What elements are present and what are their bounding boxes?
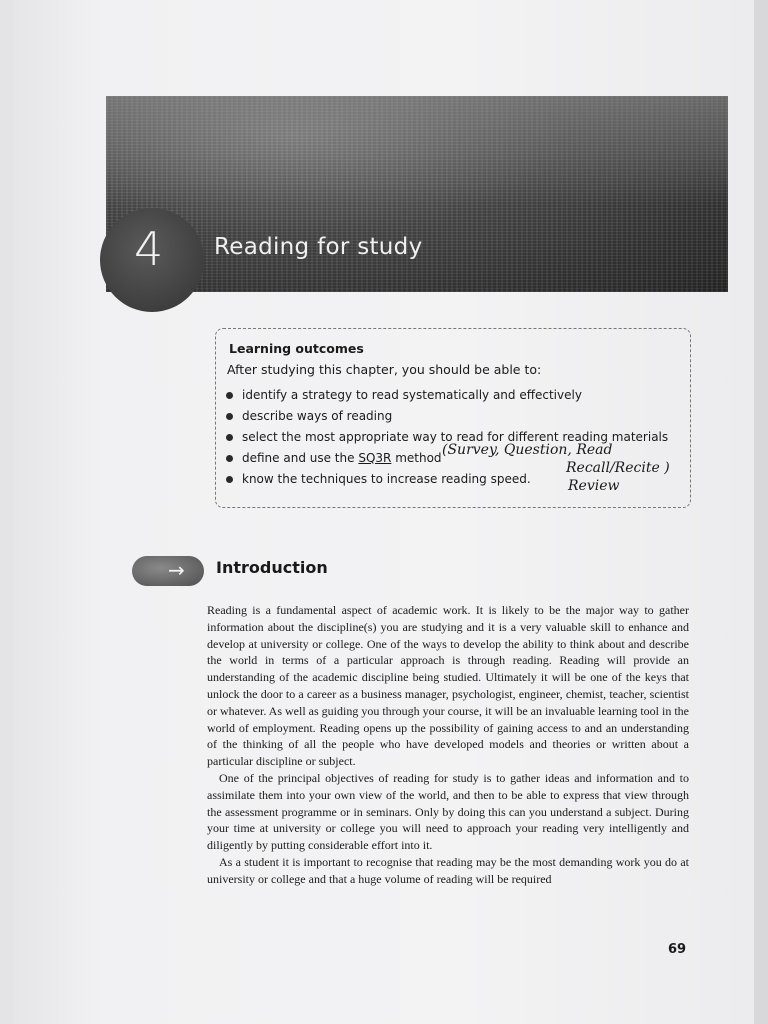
bullet-icon: [226, 455, 233, 462]
handwritten-note-line-1: (Survey, Question, Read: [442, 442, 613, 458]
outcome-underlined-term: SQ3R: [358, 451, 392, 465]
learning-outcomes-box: [215, 328, 691, 508]
handwritten-note-line-2: Recall/Recite ): [566, 460, 670, 476]
bullet-icon: [226, 392, 233, 399]
bullet-icon: [226, 413, 233, 420]
paragraph: One of the principal objectives of reading for study is to gather ideas and information and to assimilate them into your own view of the world, and then to be able to express that view through the assessment programme or in seminars. Only by doing this can you understand a subject. During your time at university or college you will need to approach your reading very intelligently and diligently by putting considerable effort into it.: [207, 770, 689, 853]
handwritten-note-line-3: Review: [568, 478, 620, 494]
chapter-number: 4: [134, 222, 164, 276]
section-heading: Introduction: [216, 558, 328, 577]
page-number: 69: [668, 942, 687, 957]
outcome-text: describe ways of reading: [242, 409, 393, 423]
bullet-icon: [226, 476, 233, 483]
banner-texture: [106, 96, 728, 206]
paragraph: Reading is a fundamental aspect of academic work. It is likely to be the major way to gather information about the discipline(s) you are studying and it is a very valuable skill to enhance and develop at university or college. One of the ways to develop the ability to think about and describe the world in terms of a particular approach is through reading. Reading will provide an understanding of the academic discipline being studied. Ultimately it will be one of the keys that unlock the door to a career as a business manager, psychologist, engineer, chemist, teacher, scientist or whatever. As well as guiding you through your course, it will be an invaluable learning tool in the world of employment. Reading opens up the possibility of gaining access to and an understanding of the thinking of all the people who have developed models and theories or written about a particular discipline or subject.: [207, 603, 689, 769]
outcome-text: select the most appropriate way to read for different reading materials: [242, 430, 669, 444]
arrow-right-icon: →: [168, 558, 185, 582]
outcome-text: know the techniques to increase reading speed.: [242, 472, 531, 486]
learning-outcomes-heading: Learning outcomes: [229, 341, 364, 356]
outcome-text: define and use the: [242, 451, 359, 465]
outcome-text-end: method: [391, 451, 442, 465]
section-marker: [132, 556, 204, 586]
outcome-item: [226, 385, 686, 406]
chapter-title: Reading for study: [214, 234, 423, 260]
outcome-text: identify a strategy to read systematically and effectively: [242, 388, 582, 402]
bullet-icon: [226, 434, 233, 441]
page-edge-shadow: [754, 0, 768, 1024]
outcome-item: [226, 406, 686, 427]
learning-outcomes-intro: After studying this chapter, you should be able to:: [227, 362, 542, 377]
chapter-banner: [106, 96, 728, 292]
body-text: [207, 602, 689, 888]
paragraph: As a student it is important to recognise that reading may be the most demanding work you do at university or college and that a huge volume of reading will be required: [207, 854, 689, 886]
